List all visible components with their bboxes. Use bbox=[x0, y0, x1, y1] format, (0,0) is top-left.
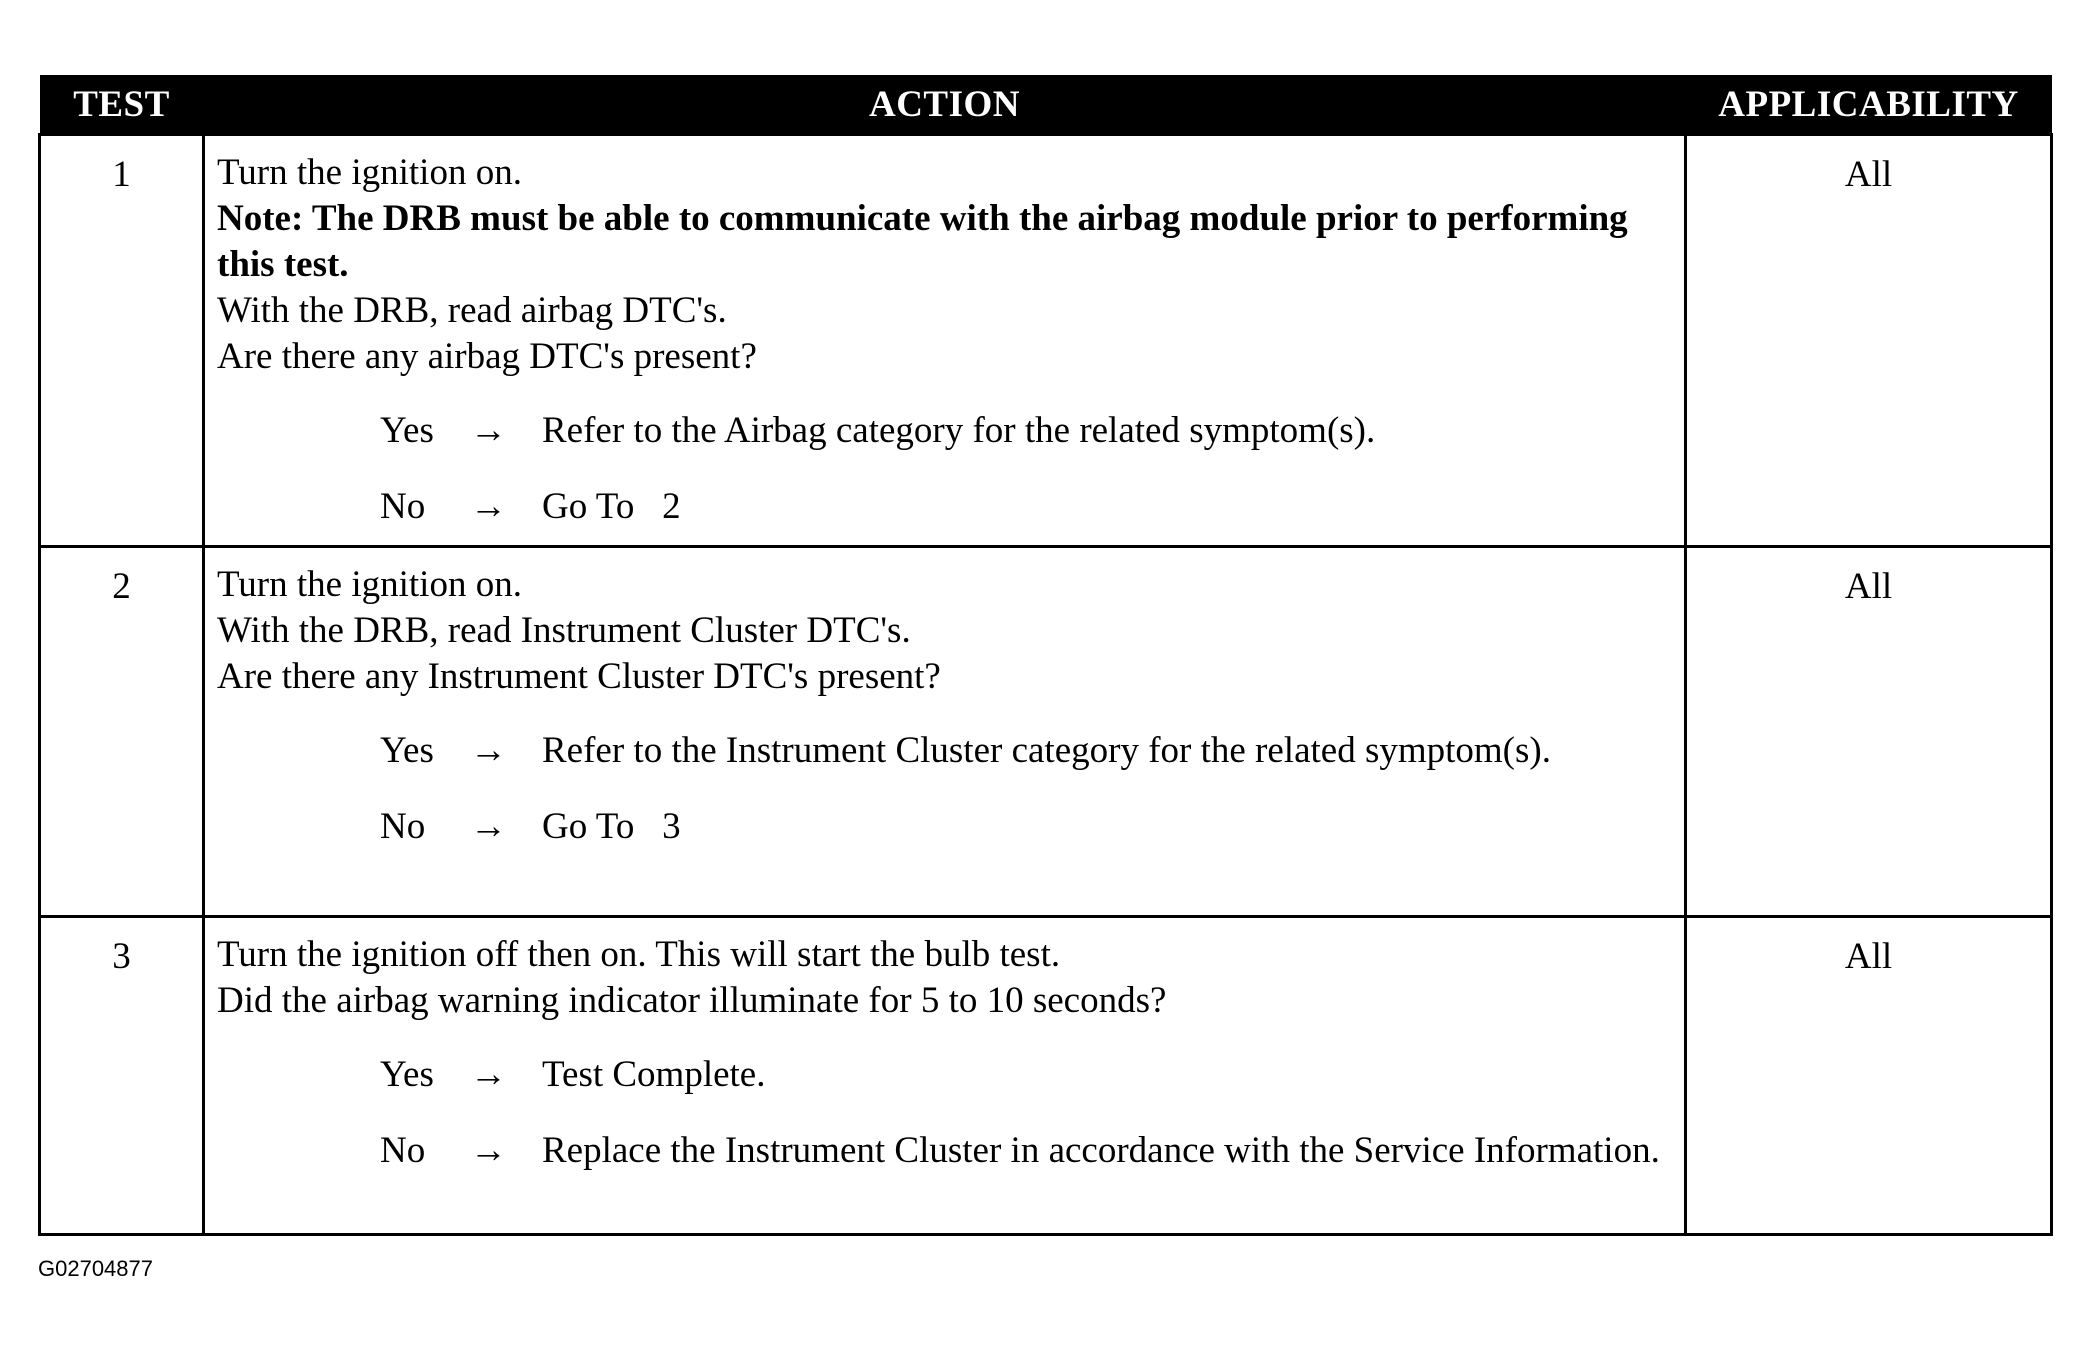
action-step: With the DRB, read Instrument Cluster DTC's. bbox=[217, 610, 911, 651]
action-question: Are there any airbag DTC's present? bbox=[217, 336, 757, 377]
diagnostic-test-table bbox=[38, 75, 2053, 1236]
no-outcome: Go To 3 bbox=[542, 806, 681, 847]
no-result bbox=[380, 484, 1672, 530]
action-step: With the DRB, read airbag DTC's. bbox=[217, 290, 727, 331]
header-action: ACTION bbox=[204, 75, 1686, 135]
arrow-icon: → bbox=[470, 486, 507, 527]
no-result bbox=[380, 1128, 1672, 1174]
yes-outcome: Refer to the Airbag category for the related symptom(s). bbox=[542, 410, 1376, 451]
arrow-icon: → bbox=[470, 1130, 507, 1171]
yes-label: Yes bbox=[380, 410, 434, 451]
no-outcome: Replace the Instrument Cluster in accordance with the Service Information. bbox=[542, 1130, 1660, 1171]
yes-outcome: Test Complete. bbox=[542, 1054, 766, 1095]
arrow-icon: → bbox=[470, 806, 507, 847]
yes-result bbox=[380, 728, 1672, 774]
action-note: Note: The DRB must be able to communicate with the airbag module prior to performing this test. bbox=[217, 198, 1628, 285]
arrow-icon: → bbox=[470, 410, 507, 451]
test-number-cell bbox=[40, 547, 204, 917]
applicability-cell bbox=[1686, 135, 2052, 547]
yes-label: Yes bbox=[380, 730, 434, 771]
table-row bbox=[40, 917, 2052, 1235]
arrow-icon: → bbox=[470, 1054, 507, 1095]
yes-label: Yes bbox=[380, 1054, 434, 1095]
applicability-value: All bbox=[1844, 936, 1893, 977]
test-number-cell bbox=[40, 135, 204, 547]
test-number: 1 bbox=[112, 154, 131, 195]
arrow-icon: → bbox=[470, 730, 507, 771]
action-step: Turn the ignition on. bbox=[217, 564, 522, 605]
test-number: 2 bbox=[112, 566, 131, 607]
header-test: TEST bbox=[40, 75, 204, 135]
no-label: No bbox=[380, 1130, 426, 1171]
no-label: No bbox=[380, 806, 426, 847]
action-step: Turn the ignition on. bbox=[217, 152, 522, 193]
table-header-row bbox=[40, 75, 2052, 135]
yes-result bbox=[380, 1052, 1672, 1098]
test-number: 3 bbox=[112, 936, 131, 977]
action-cell bbox=[204, 917, 1686, 1235]
action-step: Turn the ignition off then on. This will start the bulb test. bbox=[217, 934, 1061, 975]
header-applicability: APPLICABILITY bbox=[1686, 75, 2052, 135]
yes-outcome: Refer to the Instrument Cluster category for the related symptom(s). bbox=[542, 730, 1551, 771]
applicability-value: All bbox=[1844, 154, 1893, 195]
no-label: No bbox=[380, 486, 426, 527]
no-result bbox=[380, 804, 1672, 850]
applicability-cell bbox=[1686, 547, 2052, 917]
action-question: Did the airbag warning indicator illuminate for 5 to 10 seconds? bbox=[217, 980, 1167, 1021]
applicability-cell bbox=[1686, 917, 2052, 1235]
action-cell bbox=[204, 547, 1686, 917]
action-question: Are there any Instrument Cluster DTC's present? bbox=[217, 656, 941, 697]
yes-result bbox=[380, 408, 1672, 454]
test-number-cell bbox=[40, 917, 204, 1235]
no-outcome: Go To 2 bbox=[542, 486, 681, 527]
table-row bbox=[40, 135, 2052, 547]
applicability-value: All bbox=[1844, 566, 1893, 607]
table-row bbox=[40, 547, 2052, 917]
figure-id: G02704877 bbox=[38, 1256, 153, 1281]
action-cell bbox=[204, 135, 1686, 547]
